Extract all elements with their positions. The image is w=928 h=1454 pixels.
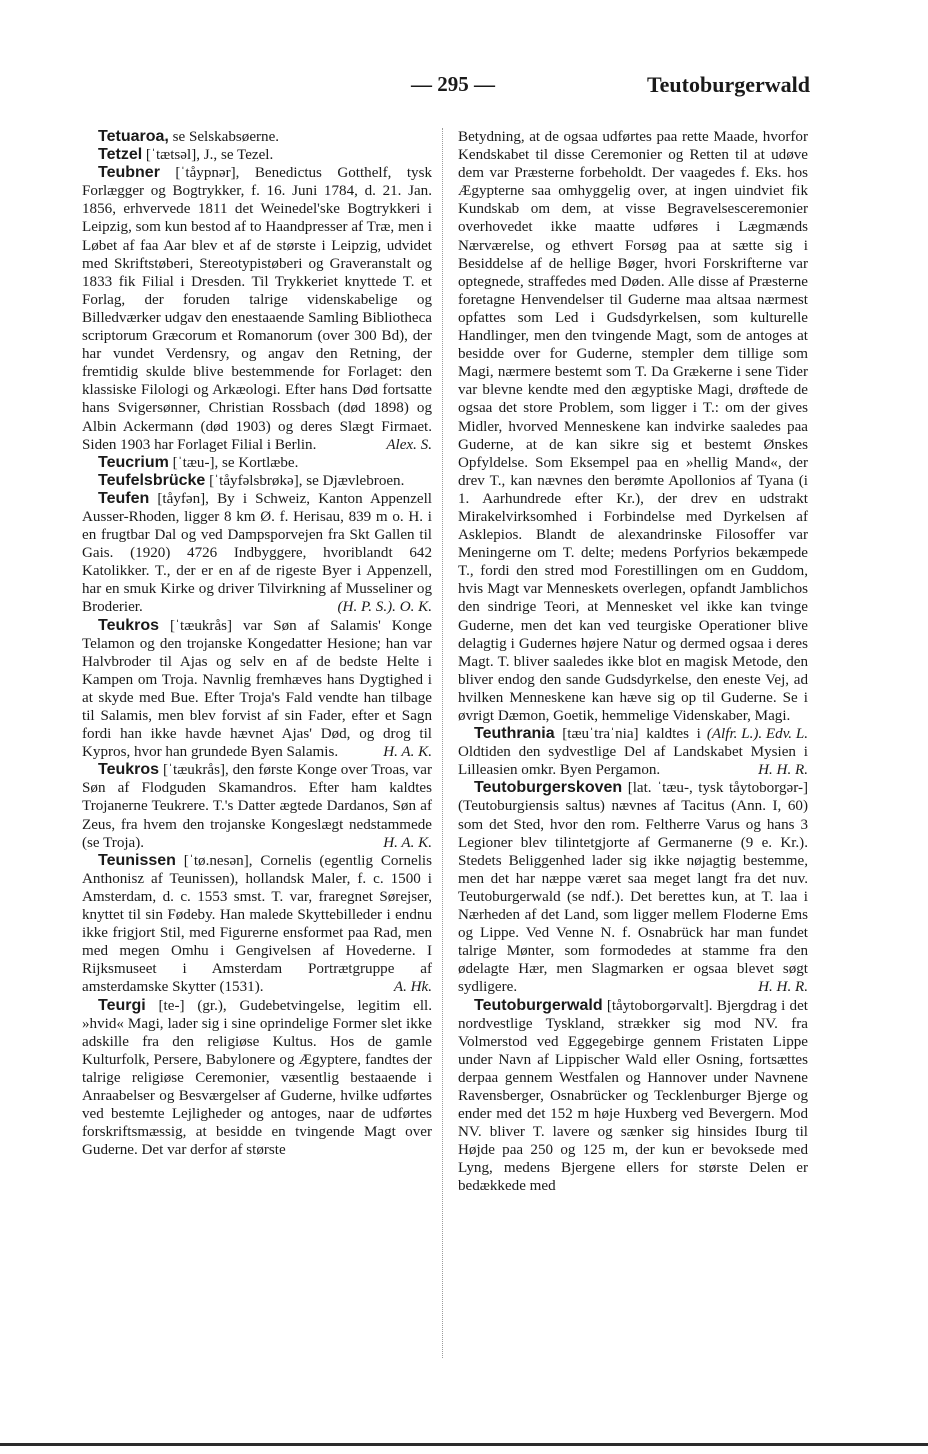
entry-text: [tåytoborgərvalt]. Bjergdrag i det nordvestlige Tyskland, strækker sig mod NV. fra Volmerstod ved Eggegebirge gennem Fristaten Lippe under Navn af Lippischer Wald eller Osning, fortsættes derpaa gennem Westfalen og Hannover under Navnene Ravensberger, Osnabrücker og Tecklenburger Bjerge og ender med det 152 m høje Huxberg ved Bevergern. Mod NV. bliver T. lavere og sænker sig hinsides Iburg til Højde paa 250 og 125 m, der kun er bevoksede med Lyng, medens Bjergene ellers for største Delen er bedækkede med <box>458 997 808 1195</box>
headword: Tetzel <box>98 146 143 164</box>
headword: Teucrium <box>98 453 169 471</box>
headword: Teunissen <box>98 851 176 869</box>
entry-text: [tåyfən], By i Schweiz, Kanton Appenzell Ausser-Rhoden, ligger 8 km Ø. f. Herisau, 839 m o. H. i en frugtbar Dal og ved Dampsporvejen fra Skt Gallen til Gais. (1920) 4726 Indbyggere, hvoriblandt 642 Katolikker. T., der er en af de rigeste Byer i Appenzell, har en smuk Kirke og driver Tilvirkning af Musseliner og Broderier. <box>82 490 432 616</box>
left-column <box>82 128 432 1159</box>
headword: Teutoburgerwald <box>474 996 603 1014</box>
entry-text: se Selskabsøerne. <box>168 129 280 145</box>
entry-teukros-2 <box>82 761 432 851</box>
entry-text: [tæuˈtraˈnia] kaldtes i Oldtiden den sydvestlige Del af Landskabet Mysien i Lilleasien omkr. Byen Pergamon. <box>458 726 808 779</box>
headword: Teurgi <box>98 996 146 1014</box>
author-signature: (H. P. S.). O. K. <box>337 599 432 616</box>
author-signature: A. Hk. <box>393 979 432 996</box>
entry-text: [ˈtæu-], se Kortlæbe. <box>168 454 299 471</box>
author-signature: Alex. S. <box>386 436 432 453</box>
bottom-scan-edge <box>0 1443 928 1446</box>
column-divider <box>442 128 443 1358</box>
entry-text: [ˈtæukrås], den første Konge over Troas, var Søn af Flodguden Skamandros. Efter ham kaldtes Trojanerne Teukrere. T.'s Datter ægtede Dardanos, Søn af Zeus, fra hvem den trojanske Kongeslægt nedstammede (se Troja). <box>82 762 432 851</box>
headword: Teukros <box>98 616 160 634</box>
entry-teubner <box>82 164 432 454</box>
entry-text: [ˈtåypnər], Benedictus Gotthelf, tysk Forlægger og Bogtrykker, f. 16. Juni 1784, d. 21. Jan. 1856, erhvervede 1811 det Weinedel'ske Bogtrykkeri i Leipzig, som kun bestod af to Haandpresser af Træ, men i Løbet af faa Aar blev et af de største i Leipzig, udvidet med Skriftstøberi, Stereotypistøberi og Graveranstalt og 1833 fik Filial i Dresden. Til Trykkeriet knyttede T. et Forlag, der foruden talrige videnskabelige og Billedværker udgav den enestaaende Samling Bibliotheca scriptorum Græcorum et Romanorum (over 300 Bd), der har vundet Verdensry, og angav den Retning, der fremtidig skulde blive bestemmende for Forlaget: den klassiske Filologi og Arkæologi. Efter hans Død fortsatte hans Svigersønner, Christian Rossbach (død 1898) og Albin Ackermann (død 1903) og deres Slægt Firmaet. Siden 1903 har Forlaget Filial i Berlin. <box>82 165 432 453</box>
entry-teufelsbruecke <box>82 472 432 490</box>
entry-teutoburgerwald <box>458 997 808 1196</box>
entry-text: Betydning, at de ogsaa udførtes paa rette Maade, hvorfor Kendskabet til disse Ceremonier og Retten til at udøve dem var Præsterne forbeholdt. Der vaagedes f. Eks. hos Ægypterne saa omhyggelig over, at ingen uindviet fik Kundskab om dem, at visse Begravelsesceremonier overhovedet ikke maatte udføres i Lægmænds Nærværelse, og ethvert Forsøg paa at sætte sig i Besiddelse af de hellige Bøger, hvori Forskrifterne var optegnede, straffedes med Døden. Alle disse af Præsterne foretagne Henvendelser til Guderne maa altsaa nærmest opfattes som Led i Gudsdyrkelsen, som kulturelle Handlinger, men den tvingende Magt, som de antoges at besidde over for Guderne, stempler dem tillige som Magi, nærmere bestemt som T. Da Grækerne i sene Tider var blevne kendte med den ægyptiske Magi, drøftede de ogsaa det store Problem, som ligger i T.: om der gives Midler, hvorved Menneskene kan indvirke saaledes paa Guderne, at de kan sikre sig et bestemt Ønskes Opfyldelse. Som Eksempel paa en »hellig Mand«, der drev T., kan nævnes den berømte Apollonios af Tyana (i 1. Aarhundrede efter Kr.), der drev en udstrakt Mirakelvirksomhed i Forbindelse med Dyrkelsen af Asklepios. Blandt de alexandrinske Filosoffer var Meningerne om T. delte; medens Porfyrios bekæmpede T., fordi den stred mod Forestillingen om en Guddom, hvis Magt var Menneskets overlegen, opfandt Jamblichos den sindrige Teori, at Mennesket vel ikke kan tvinge Guderne, men det kan ved teurgiske Operationer blive delagtig i Gudernes højere Natur og dermed ogsaa i deres Magt. T. bliver saaledes ikke blot en magisk Metode, den bliver endog den sande Gudsdyrkelse, den eneste Vej, ad hvilken Menneskene kan hæve sig op til Guderne. Se i øvrigt Dæmon, Goetik, hemmelige Videnskaber, Magi. <box>458 129 808 724</box>
headword: Teufelsbrücke <box>98 471 206 489</box>
entry-teukros-1 <box>82 617 432 762</box>
headword: Tetuaroa, <box>98 128 169 145</box>
entry-teufen <box>82 490 432 617</box>
headword: Teubner <box>98 164 160 182</box>
right-column <box>458 128 808 1196</box>
entry-teurgi <box>82 997 432 1160</box>
headword: Teuthrania <box>474 725 555 743</box>
running-head: Teutoburgerwald <box>647 72 810 97</box>
entry-text: [lat. ˈtæu-, tysk tåytoborgər-] (Teutoburgiensis saltus) nævnes af Tacitus (Ann. I, 60) som det Sted, hvor den rom. Feltherre Varus og hans 3 Legioner blev tilintetgjorte af Germanerne (9 e. Kr.). Stedets Beliggenhed lader sig ikke nøjagtig bestemme, men det har næppe været saa meget langt fra det nuv. Teutoburgerwald (se ndf.). Det berettes kun, at T. laa i Nærheden af det Land, som ligger mellem Floderne Ems og Lippe. Ved Venne N. f. Osnabrück har man fundet talrige Mønter, som formodedes at stamme fra den ødelagte Hær, men Slagmarken er ogsaa blevet søgt sydligere. <box>458 780 808 996</box>
entry-teunissen <box>82 852 432 997</box>
page-number: — 295 — <box>411 72 495 96</box>
entry-text: [ˈtø.nesən], Cornelis (egentlig Cornelis Anthonisz af Teunissen), hollandsk Maler, f. c. 1500 i Amsterdam, d. c. 1553 smst. T. var, fraregnet Sørejser, knyttet til sin Fødeby. Han malede Skyttebilleder i endnu ikke frigjort Stil, med Figurerne ensformet paa Rad, men med megen Omhu i Gengivelsen af Hovederne. I Rijksmuseet i Amsterdam Portrætgruppe af amsterdamske Skytter (1531). <box>82 852 432 996</box>
author-signature: H. H. R. <box>758 762 808 779</box>
entry-text: [ˈtæukrås] var Søn af Salamis' Konge Telamon og den trojanske Kongedatter Hesione; han var Halvbroder til Ajas og selv en af de bedste Helte i Kampen om Troja. Navnlig fremhæves hans Dygtighed i at skyde med Bue. Efter Troja's Fald vendte han tilbage til Salamis, men blev forvist af sin Fader, efter et Sagn fordi han ikke havde hævnet Ajas' Død, og drog til Kypros, hvor han grundede Byen Salamis. <box>82 617 432 761</box>
entry-text: [ˈtåyfəlsbrøkə], se Djævlebroen. <box>205 472 405 489</box>
entry-text: [ˈtætsəl], J., se Tezel. <box>142 147 274 164</box>
entry-tetzel <box>82 146 432 164</box>
author-signature: (Alfr. L.). Edv. L. <box>706 726 808 743</box>
entry-teucrium <box>82 454 432 472</box>
author-signature: H. A. K. <box>383 834 432 851</box>
author-signature: H. A. K. <box>383 744 432 761</box>
entry-teutoburgerskoven <box>458 779 808 996</box>
entry-tetuaroa <box>82 128 432 146</box>
headword: Teukros <box>98 761 160 779</box>
headword: Teufen <box>98 489 150 507</box>
author-signature: H. H. R. <box>758 979 808 996</box>
headword: Teutoburgerskoven <box>474 779 623 797</box>
entry-text: [te-] (gr.), Gudebetvingelse, legitim ell. »hvid« Magi, lader sig i sine oprindelige Former slet ikke adskille fra den religiøse Kultus. Hos de gamle Kulturfolk, Persere, Babylonere og Ægyptere, fandtes der talrige religiøse Ceremonier, væsentlig bestaaende i Anraabelser og Besværgelser af Guderne, hvilke udførtes ved bestemte Lejligheder og antoges, naar de udførtes forskriftsmæssig, at besidde en tvingende Magt over Guderne. Det var derfor af største <box>82 997 432 1159</box>
page-header <box>0 72 928 106</box>
